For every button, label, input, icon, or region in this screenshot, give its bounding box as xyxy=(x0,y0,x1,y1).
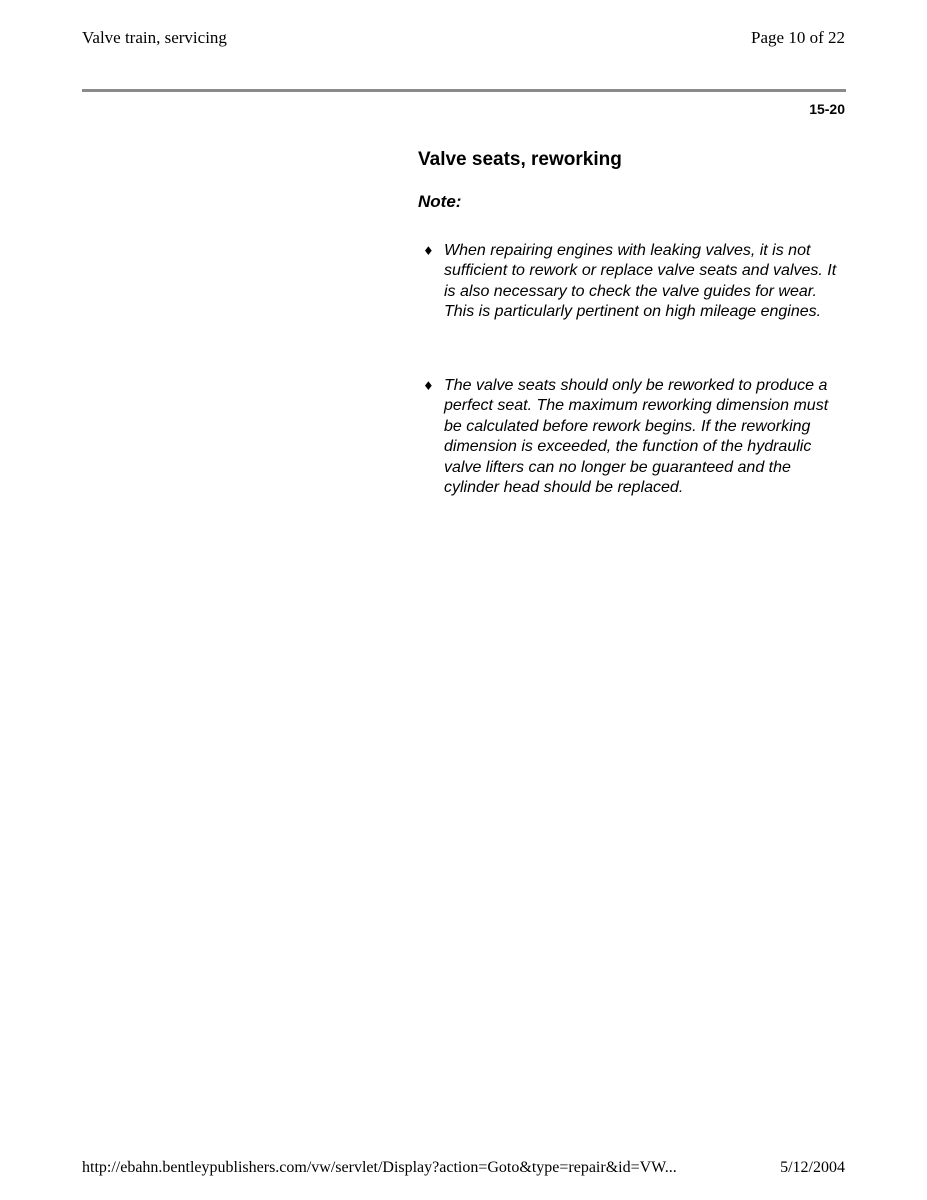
page-number: Page 10 of 22 xyxy=(751,28,845,47)
diamond-bullet-icon: ♦ xyxy=(423,379,434,393)
list-item xyxy=(423,241,843,323)
header-divider xyxy=(82,89,846,92)
diamond-bullet-icon: ♦ xyxy=(423,244,434,258)
section-number: 15-20 xyxy=(809,101,845,117)
note-label: Note: xyxy=(418,192,462,211)
list-item xyxy=(423,376,843,498)
footer-url: http://ebahn.bentleypublishers.com/vw/servlet/Display?action=Goto&type=repair&id=VW... xyxy=(82,1159,677,1176)
section-heading: Valve seats, reworking xyxy=(418,149,622,170)
document-title: Valve train, servicing xyxy=(82,28,227,47)
list-item-text: The valve seats should only be reworked to produce a perfect seat. The maximum reworking dimension must be calculated before rework begins. If the reworking dimension is exceeded, the function of the hydraulic valve lifters can no longer be guaranteed and the cylinder head should be replaced. xyxy=(444,377,829,497)
footer-date: 5/12/2004 xyxy=(780,1159,845,1176)
list-item-text: When repairing engines with leaking valves, it is not sufficient to rework or replace valve seats and valves. It is also necessary to check the valve guides for wear. This is particularly pertinent on high mileage engines. xyxy=(444,242,837,321)
